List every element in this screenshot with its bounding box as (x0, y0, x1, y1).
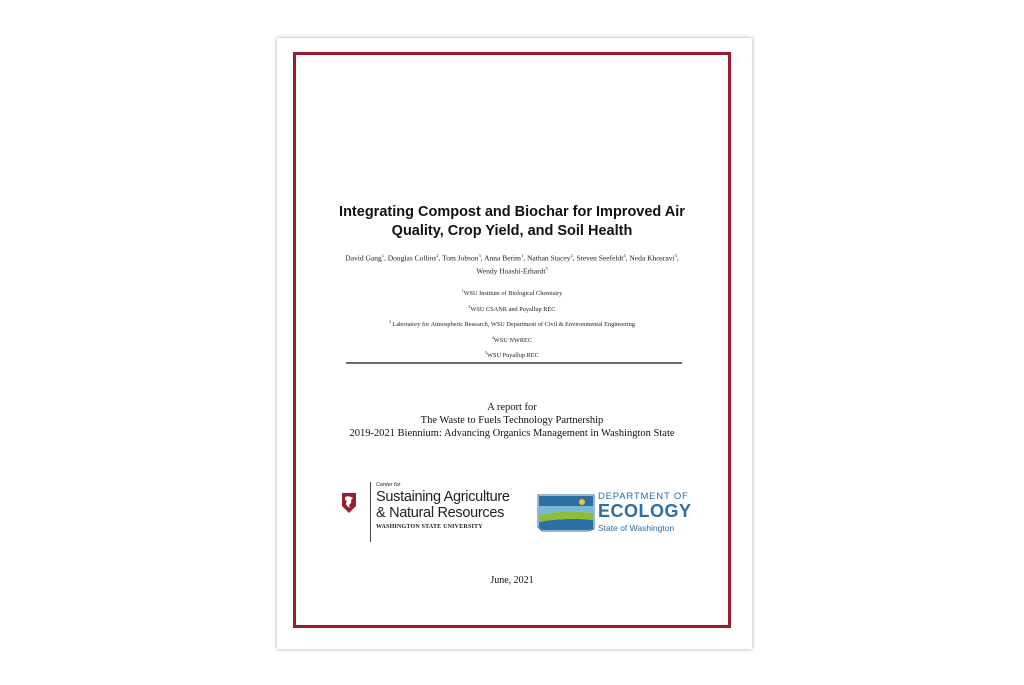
author-name: Anna Berim (484, 253, 521, 263)
affiliation-mark: 5 (485, 351, 488, 355)
horizontal-divider (346, 362, 682, 364)
report-line-1: A report for (487, 402, 537, 413)
document-page (277, 38, 752, 649)
affiliation-mark: 1 (461, 289, 464, 293)
affiliation-text: WSU CSANR and Puyallup REC (470, 305, 556, 313)
title-line-2: Quality, Crop Yield, and Soil Health (391, 223, 633, 239)
logo-divider (370, 482, 371, 542)
csanr-name-line-1: Sustaining Agriculture (376, 489, 510, 505)
report-line-2: The Waste to Fuels Technology Partnership (420, 415, 604, 426)
author-affiliation-mark: 2 (570, 253, 573, 258)
author-name: Wendy Hoashi-Erhardt (476, 266, 546, 275)
affiliation-line (296, 332, 728, 348)
wsu-cougar-icon (341, 492, 357, 514)
affiliation-text: WSU NWREC (493, 336, 533, 344)
ecology-state-label: State of Washington (598, 523, 675, 533)
author-name: David Gang (345, 253, 382, 263)
author-name: Steven Seefeldt (576, 253, 624, 263)
author-list: David Gang$^1$, Douglas Collins$^2$, Tom Jobson$^3$, Anna Berim$^1$, Nathan Stacey$^2$, Steven Seefeldt$^4$, Neda Khosravi$^3$, Wendy Hoashi-Erhardt$^5$ (345, 253, 679, 275)
author-name: Tom Jobson (442, 253, 479, 263)
page-border-frame (293, 52, 731, 628)
author-affiliation-mark: 3 (674, 253, 677, 258)
affiliation-line (296, 347, 728, 363)
author-affiliation-mark: 2 (436, 253, 439, 258)
report-line-3: 2019-2021 Biennium: Advancing Organics Management in Washington State (349, 428, 675, 439)
affiliation-line (296, 285, 728, 301)
csanr-center-for: Center for (376, 482, 401, 488)
csanr-logo (341, 482, 521, 542)
affiliation-list (296, 285, 728, 363)
affiliation-text: WSU Institute of Biological Chemistry (463, 290, 563, 298)
report-date: June, 2021 (490, 575, 534, 586)
author-affiliation-mark: 1 (520, 253, 524, 258)
ecology-name: ECOLOGY (598, 501, 692, 521)
affiliation-line (296, 316, 728, 332)
csanr-name (376, 490, 510, 521)
affiliation-mark: 4 (491, 335, 494, 340)
washington-state-map-icon (536, 493, 596, 533)
report-statement (296, 401, 728, 440)
author-name: Nathan Stacey (526, 253, 571, 263)
author-name: Neda Khosravi (629, 253, 675, 263)
affiliation-text: Laboratory for Atmospheric Research, WSU Department of Civil & Environmental Engineering (390, 321, 635, 329)
ecology-logo (536, 491, 696, 541)
affiliation-line (296, 301, 728, 317)
document-title (296, 203, 728, 241)
csanr-university: WASHINGTON STATE UNIVERSITY (376, 524, 483, 530)
affiliation-text: WSU Puyallup REC (487, 352, 539, 360)
author-affiliation-mark: 4 (623, 253, 626, 258)
affiliation-mark: 2 (468, 304, 471, 309)
author-affiliation-mark: 5 (545, 265, 548, 271)
author-name: Douglas Collins (387, 253, 437, 263)
ecology-department-label: DEPARTMENT OF (598, 491, 689, 502)
affiliation-mark: 3 (389, 320, 391, 324)
author-affiliation-mark: 3 (478, 253, 481, 258)
title-line-1: Integrating Compost and Biochar for Improved Air (339, 204, 685, 220)
author-affiliation-mark: 1 (381, 253, 384, 258)
csanr-name-line-2: & Natural Resources (376, 504, 505, 521)
